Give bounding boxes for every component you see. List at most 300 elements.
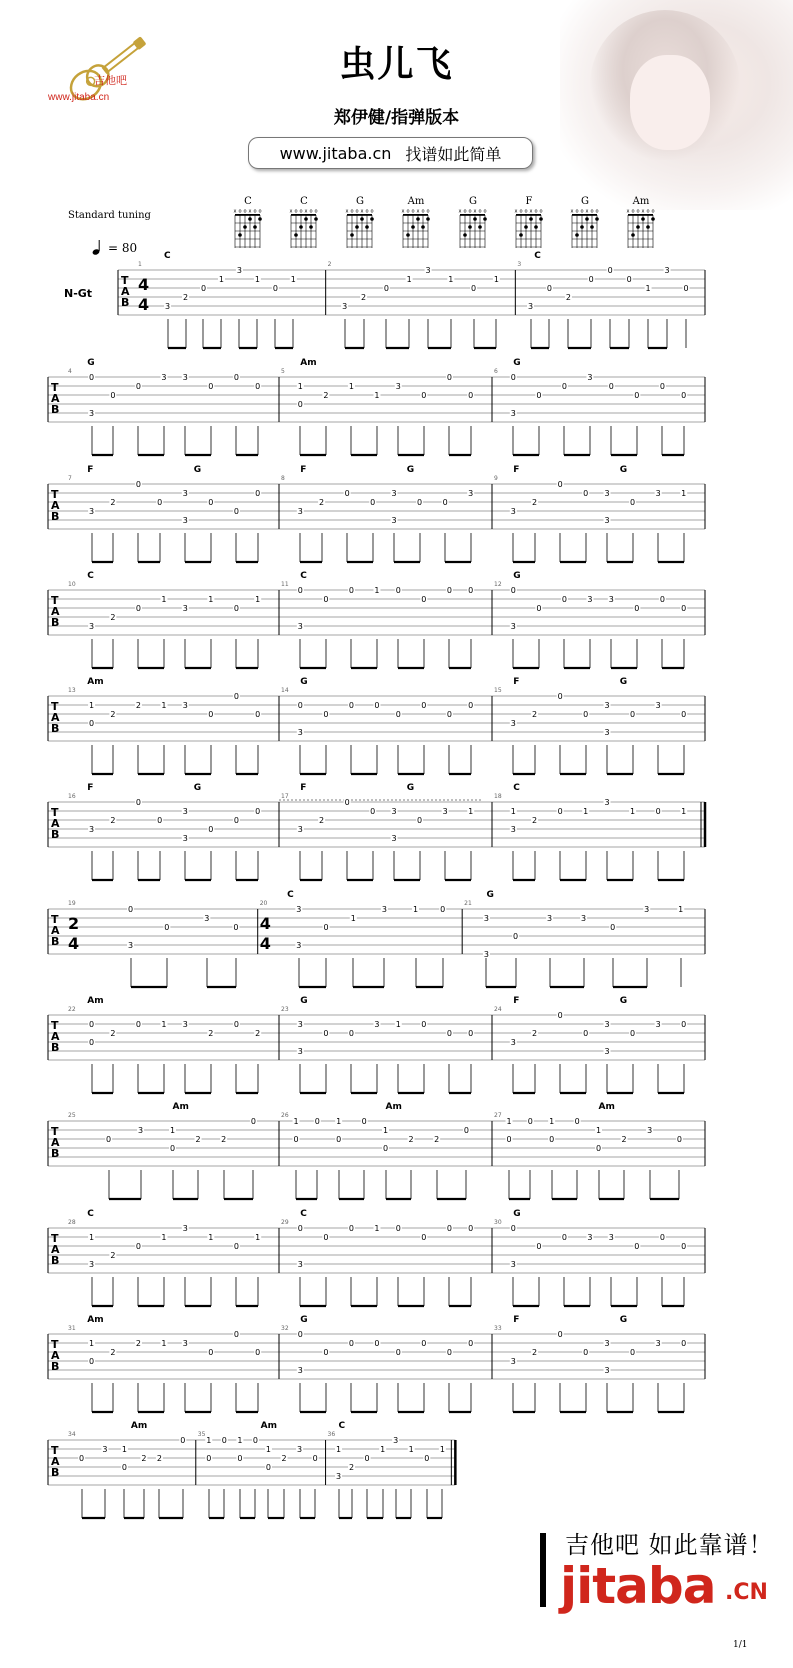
tab-fret-number: 0: [314, 1117, 320, 1126]
tab-clef-letter: A: [51, 1243, 60, 1256]
tab-fret-number: 3: [89, 1260, 95, 1269]
chord-name: F: [300, 783, 307, 793]
tab-fret-number: 1: [681, 807, 687, 816]
tab-fret-number: 0: [208, 382, 214, 391]
tab-clef-letter: B: [51, 510, 60, 523]
tab-fret-number: 3: [604, 1366, 610, 1375]
tab-fret-number: 3: [604, 728, 610, 737]
tab-fret-number: 3: [483, 950, 490, 959]
tab-fret-number: 0: [536, 604, 542, 613]
svg-text:x: x: [641, 208, 645, 215]
tab-clef-letter: B: [51, 616, 60, 629]
measure-number: 23: [281, 1006, 289, 1013]
measure-number: 17: [281, 793, 289, 800]
tab-fret-number: 0: [323, 1233, 329, 1242]
tab-fret-number: 3: [182, 701, 188, 710]
tab-clef-letter: A: [121, 285, 130, 298]
chord-name: G: [300, 1315, 308, 1325]
time-signature-bottom: 4: [68, 934, 80, 953]
tab-fret-number: 2: [621, 1135, 627, 1144]
tab-fret-number: 3: [581, 914, 587, 923]
tab-fret-number: 0: [446, 1029, 452, 1038]
tab-fret-number: 0: [293, 1135, 299, 1144]
svg-text:o: o: [646, 208, 650, 215]
chord-name: G: [619, 465, 628, 475]
tab-fret-number: 3: [655, 701, 661, 710]
tab-fret-number: 0: [233, 1330, 239, 1339]
svg-text:o: o: [590, 208, 594, 215]
svg-text:o: o: [299, 208, 303, 215]
tab-fret-number: 0: [344, 489, 350, 498]
chord-diagram-label: Am: [407, 196, 425, 207]
tab-fret-number: 0: [89, 373, 95, 382]
tab-fret-number: 0: [626, 275, 632, 284]
chord-name: Am: [87, 1315, 104, 1325]
tab-fret-number: 1: [493, 275, 499, 284]
svg-text:o: o: [478, 208, 482, 215]
tab-fret-number: 0: [417, 498, 423, 507]
tab-fret-number: 3: [393, 1436, 399, 1445]
tab-fret-number: 3: [182, 373, 188, 382]
tab-fret-number: 2: [319, 498, 325, 507]
svg-text:x: x: [585, 208, 589, 215]
chord-name: F: [513, 1315, 520, 1325]
tab-fret-number: 3: [483, 914, 490, 923]
chord-name: G: [619, 677, 628, 687]
chord-diagram-label: C: [300, 196, 308, 207]
tab-fret-number: 3: [165, 302, 171, 311]
tab-fret-number: 0: [89, 1357, 95, 1366]
tab-fret-number: 1: [208, 1233, 214, 1242]
measure-number: 21: [464, 900, 472, 907]
page-number: 1/1: [733, 1640, 748, 1650]
svg-text:x: x: [345, 208, 349, 215]
tab-fret-number: 3: [391, 489, 397, 498]
tab-fret-number: 0: [583, 1348, 589, 1357]
tab-fret-number: 0: [233, 604, 239, 613]
tab-fret-number: 0: [272, 284, 278, 293]
tab-fret-number: 2: [110, 1348, 116, 1357]
chord-name: G: [193, 465, 202, 475]
tab-fret-number: 0: [446, 710, 452, 719]
tab-fret-number: 1: [348, 382, 354, 391]
measure-number: 3: [517, 261, 522, 268]
tab-fret-number: 0: [557, 1330, 563, 1339]
chord-name: G: [619, 996, 628, 1006]
tab-fret-number: 1: [89, 1339, 95, 1348]
tab-fret-number: 3: [236, 266, 242, 275]
tab-fret-number: 1: [510, 807, 516, 816]
tab-fret-number: 1: [89, 701, 95, 710]
svg-text:x: x: [248, 208, 252, 215]
tab-fret-number: 3: [510, 622, 516, 631]
tab-fret-number: 0: [135, 1020, 141, 1029]
tab-fret-number: 1: [406, 275, 412, 284]
chord-diagram-label: G: [356, 196, 364, 207]
chord-name: C: [163, 251, 171, 261]
tab-fret-number: 2: [323, 391, 329, 400]
tab-fret-number: 2: [319, 816, 325, 825]
tab-fret-number: 2: [156, 1454, 162, 1463]
tab-fret-number: 0: [630, 1348, 636, 1357]
tab-clef-letter: A: [51, 711, 60, 724]
svg-text:o: o: [426, 208, 430, 215]
tab-fret-number: 0: [348, 701, 354, 710]
chord-name: G: [486, 890, 494, 900]
tab-fret-number: 0: [395, 1224, 401, 1233]
tab-fret-number: 0: [681, 391, 687, 400]
tab-fret-number: 3: [138, 1126, 144, 1135]
tab-clef-letter: B: [51, 1041, 60, 1054]
chord-name: C: [87, 571, 94, 581]
tab-fret-number: 0: [561, 382, 567, 391]
svg-text:x: x: [514, 208, 518, 215]
tuning-label: Standard tuning: [68, 210, 151, 221]
tab-fret-number: 0: [546, 284, 553, 293]
tab-fret-number: 3: [182, 807, 188, 816]
tab-fret-number: 3: [297, 507, 303, 516]
measure-number: 16: [68, 793, 76, 800]
measure-number: 7: [68, 475, 72, 482]
tab-fret-number: 0: [297, 586, 303, 595]
tab-clef-letter: T: [51, 913, 59, 926]
tab-fret-number: 0: [659, 1233, 665, 1242]
tab-fret-number: 2: [110, 1029, 116, 1038]
tab-fret-number: 3: [604, 701, 610, 710]
chord-name: G: [619, 1315, 628, 1325]
tab-clef-letter: A: [51, 392, 60, 405]
tab-fret-number: 0: [446, 1224, 452, 1233]
tab-fret-number: 3: [391, 807, 397, 816]
tab-fret-number: 3: [297, 1047, 303, 1056]
tab-fret-number: 0: [468, 701, 474, 710]
logo-url[interactable]: www.jitaba.cn: [48, 92, 110, 103]
tab-fret-number: 1: [293, 1117, 299, 1126]
svg-text:o: o: [580, 208, 584, 215]
tab-clef-letter: T: [51, 1232, 59, 1245]
tab-fret-number: 0: [549, 1135, 555, 1144]
tab-fret-number: 3: [510, 1038, 516, 1047]
chord-name: G: [300, 996, 308, 1006]
time-signature-top: 4: [259, 914, 271, 933]
chord-name: F: [513, 996, 520, 1006]
tab-fret-number: 0: [557, 480, 563, 489]
tab-fret-number: 1: [468, 807, 474, 816]
brand-slogan: 吉他吧 如此靠谱！: [565, 1531, 774, 1559]
tab-fret-number: 0: [468, 391, 474, 400]
measure-number: 28: [68, 1219, 76, 1226]
tab-clef-letter: T: [51, 381, 59, 394]
tab-fret-number: 0: [446, 1348, 452, 1357]
chord-name: G: [406, 465, 415, 475]
tab-fret-number: 0: [344, 798, 350, 807]
tab-fret-number: 0: [421, 391, 427, 400]
svg-text:o: o: [534, 208, 538, 215]
tab-fret-number: 3: [510, 825, 516, 834]
tab-fret-number: 2: [110, 613, 116, 622]
tab-fret-number: 3: [204, 914, 210, 923]
tab-fret-number: 3: [655, 489, 661, 498]
chord-name: F: [87, 465, 94, 475]
tab-fret-number: 0: [252, 1436, 259, 1445]
tab-fret-number: 3: [182, 516, 188, 525]
tab-fret-number: 1: [395, 1020, 401, 1029]
tab-fret-number: 0: [164, 923, 170, 932]
chord-name: G: [300, 677, 308, 687]
tab-fret-number: 3: [604, 1339, 610, 1348]
tab-clef-letter: B: [121, 296, 130, 309]
tab-fret-number: 3: [510, 507, 516, 516]
tab-fret-number: 2: [434, 1135, 440, 1144]
tab-fret-number: 0: [561, 1233, 567, 1242]
tab-fret-number: 0: [506, 1135, 512, 1144]
svg-text:x: x: [416, 208, 420, 215]
tab-fret-number: 1: [89, 1233, 95, 1242]
tab-fret-number: 0: [348, 586, 354, 595]
tab-fret-number: 0: [135, 798, 141, 807]
tab-fret-number: 0: [89, 1020, 95, 1029]
tab-fret-number: 0: [106, 1135, 112, 1144]
tab-fret-number: 2: [110, 498, 116, 507]
tab-fret-number: 1: [408, 1445, 414, 1454]
svg-text:x: x: [233, 208, 237, 215]
tab-fret-number: 1: [297, 382, 303, 391]
svg-text:o: o: [365, 208, 369, 215]
svg-text:x: x: [289, 208, 293, 215]
measure-number: 29: [281, 1219, 289, 1226]
measure-number: 31: [68, 1325, 76, 1332]
tab-fret-number: 2: [348, 1463, 355, 1472]
tab-fret-number: 1: [678, 905, 684, 914]
chord-diagram-label: Am: [632, 196, 650, 207]
tab-clef-letter: B: [51, 722, 60, 735]
tab-fret-number: 3: [127, 941, 134, 950]
tab-clef-letter: B: [51, 403, 60, 416]
tab-clef-letter: T: [51, 1125, 59, 1138]
tab-fret-number: 0: [135, 382, 141, 391]
tab-fret-number: 0: [583, 710, 589, 719]
tab-fret-number: 0: [557, 1011, 563, 1020]
measure-number: 2: [327, 261, 332, 268]
tab-fret-number: 0: [607, 266, 613, 275]
tab-fret-number: 3: [527, 302, 534, 311]
tab-fret-number: 0: [208, 498, 214, 507]
tab-fret-number: 3: [297, 622, 303, 631]
chord-name: F: [87, 783, 94, 793]
svg-text:o: o: [421, 208, 425, 215]
tab-fret-number: 0: [255, 382, 261, 391]
tab-clef-letter: B: [51, 1254, 60, 1267]
tab-fret-number: 1: [382, 1126, 389, 1135]
tab-fret-number: 0: [468, 1224, 474, 1233]
tab-clef-letter: A: [51, 1030, 60, 1043]
tab-fret-number: 3: [664, 266, 670, 275]
tab-fret-number: 0: [323, 1348, 329, 1357]
tab-fret-number: 0: [468, 1029, 474, 1038]
tab-fret-number: 0: [536, 391, 542, 400]
tab-fret-number: 3: [182, 1020, 188, 1029]
tab-fret-number: 0: [250, 1117, 256, 1126]
tab-fret-number: 3: [655, 1339, 661, 1348]
tab-fret-number: 0: [255, 489, 261, 498]
tab-fret-number: 0: [233, 692, 239, 701]
tab-fret-number: 0: [417, 816, 423, 825]
svg-text:o: o: [309, 208, 313, 215]
tab-fret-number: 1: [645, 284, 651, 293]
chord-diagram-label: C: [244, 196, 252, 207]
chord-name: Am: [172, 1102, 189, 1112]
chord-name: F: [513, 465, 520, 475]
tab-fret-number: 0: [440, 905, 446, 914]
tab-fret-number: 0: [561, 595, 567, 604]
chord-name: G: [513, 571, 521, 581]
tab-fret-number: 3: [182, 834, 188, 843]
svg-text:x: x: [458, 208, 462, 215]
tab-fret-number: 0: [323, 923, 329, 932]
tab-fret-number: 3: [182, 1224, 188, 1233]
tab-fret-number: 1: [549, 1117, 555, 1126]
tab-fret-number: 3: [510, 409, 516, 418]
chord-name: Am: [87, 996, 104, 1006]
tab-fret-number: 3: [425, 266, 431, 275]
tab-fret-number: 0: [610, 923, 616, 932]
tab-fret-number: 3: [644, 905, 650, 914]
tab-fret-number: 1: [218, 275, 225, 284]
svg-text:o: o: [350, 208, 354, 215]
tab-fret-number: 0: [510, 373, 516, 382]
chord-name: F: [513, 677, 520, 687]
tab-fret-number: 0: [634, 1242, 640, 1251]
tab-fret-number: 3: [182, 1339, 188, 1348]
time-signature-bottom: 4: [138, 295, 150, 314]
tab-fret-number: 0: [583, 489, 589, 498]
tab-fret-number: 3: [391, 834, 397, 843]
measure-number: 20: [259, 900, 268, 907]
tab-fret-number: 2: [135, 701, 141, 710]
tab-fret-number: 1: [374, 391, 380, 400]
tab-fret-number: 0: [510, 586, 516, 595]
tab-fret-number: 3: [510, 719, 516, 728]
chord-diagram-label: G: [469, 196, 477, 207]
chord-diagram-label: F: [525, 196, 533, 207]
tab-fret-number: 0: [233, 507, 239, 516]
tab-fret-number: 0: [574, 1117, 580, 1126]
chord-name: Am: [385, 1102, 402, 1112]
tab-fret-number: 2: [182, 293, 189, 302]
tab-fret-number: 0: [681, 1020, 687, 1029]
svg-text:o: o: [294, 208, 298, 215]
measure-number: 32: [281, 1325, 289, 1332]
chord-name: C: [287, 890, 294, 900]
measure-number: 27: [494, 1112, 502, 1119]
tab-fret-number: 3: [102, 1445, 108, 1454]
tab-fret-number: 0: [208, 710, 214, 719]
tab-clef-letter: A: [51, 605, 60, 618]
tab-fret-number: 0: [370, 807, 376, 816]
tab-clef-letter: T: [51, 594, 59, 607]
site-url[interactable]: www.jitaba.cn: [279, 143, 392, 163]
tab-clef-letter: A: [51, 499, 60, 512]
tab-fret-number: 1: [374, 1224, 380, 1233]
tab-fret-number: 0: [630, 498, 636, 507]
tab-fret-number: 0: [361, 1117, 367, 1126]
tab-fret-number: 3: [647, 1126, 653, 1135]
measure-number: 11: [281, 581, 289, 588]
chord-name: Am: [260, 1421, 278, 1431]
chord-name: C: [534, 251, 541, 261]
brand-suffix: .CN: [725, 1580, 768, 1605]
tab-fret-number: 0: [681, 1339, 687, 1348]
tab-fret-number: 2: [208, 1029, 214, 1038]
measure-number: 22: [68, 1006, 76, 1013]
tab-fret-number: 3: [442, 807, 448, 816]
chord-name: C: [300, 1209, 307, 1219]
tab-fret-number: 0: [180, 1436, 186, 1445]
tab-fret-number: 0: [383, 284, 389, 293]
tab-fret-number: 0: [395, 710, 401, 719]
tab-fret-number: 3: [604, 1047, 610, 1056]
tab-fret-number: 1: [374, 586, 380, 595]
tab-fret-number: 0: [221, 1436, 227, 1445]
tab-fret-number: 2: [110, 1251, 116, 1260]
tab-fret-number: 2: [532, 498, 538, 507]
tab-fret-number: 0: [463, 1126, 469, 1135]
svg-text:o: o: [651, 208, 655, 215]
chord-diagram-label: G: [581, 196, 589, 207]
time-signature-bottom: 4: [259, 934, 271, 953]
tab-fret-number: 1: [169, 1126, 176, 1135]
tab-fret-number: 0: [471, 284, 477, 293]
chord-name: G: [406, 783, 415, 793]
tab-fret-number: 0: [468, 586, 474, 595]
svg-text:x: x: [529, 208, 533, 215]
tab-clef-letter: T: [51, 1338, 59, 1351]
tab-fret-number: 3: [608, 595, 614, 604]
tab-fret-number: 1: [681, 489, 687, 498]
tab-fret-number: 1: [439, 1445, 445, 1454]
tab-fret-number: 3: [468, 489, 474, 498]
tab-fret-number: 2: [281, 1454, 287, 1463]
time-signature-top: 2: [68, 914, 80, 933]
tab-fret-number: 1: [583, 807, 589, 816]
tab-fret-number: 0: [297, 1330, 303, 1339]
measure-number: 24: [494, 1006, 502, 1013]
measure-number: 15: [494, 687, 502, 694]
tab-fret-number: 3: [587, 373, 593, 382]
tab-clef-letter: A: [51, 1136, 60, 1149]
tab-fret-number: 0: [659, 595, 665, 604]
tab-fret-number: 0: [255, 710, 261, 719]
tab-fret-number: 0: [442, 498, 448, 507]
chord-name: G: [193, 783, 202, 793]
tab-fret-number: 3: [510, 1357, 516, 1366]
tab-fret-number: 0: [681, 1242, 687, 1251]
tab-fret-number: 2: [408, 1135, 414, 1144]
chord-name: Am: [130, 1421, 148, 1431]
svg-text:o: o: [595, 208, 599, 215]
tab-fret-number: 0: [233, 816, 239, 825]
measure-number: 12: [494, 581, 502, 588]
chord-name: G: [87, 358, 95, 368]
tab-fret-number: 0: [374, 1339, 380, 1348]
tab-fret-number: 3: [587, 595, 593, 604]
tab-fret-number: 3: [391, 516, 397, 525]
tab-fret-number: 3: [297, 1445, 303, 1454]
svg-text:o: o: [243, 208, 247, 215]
tab-fret-number: 0: [169, 1144, 176, 1153]
tab-fret-number: 0: [79, 1454, 85, 1463]
tab-clef-letter: T: [51, 1019, 59, 1032]
